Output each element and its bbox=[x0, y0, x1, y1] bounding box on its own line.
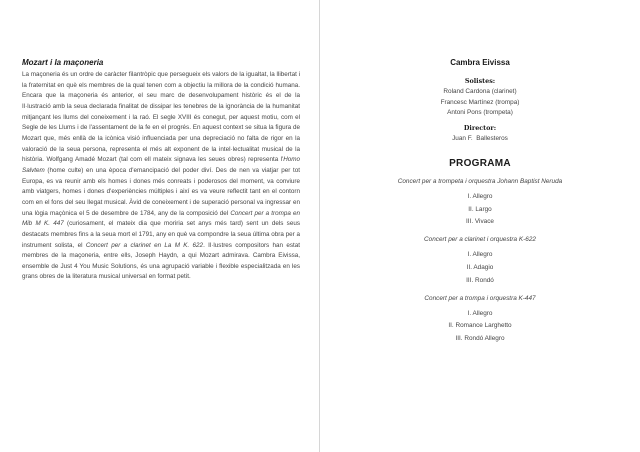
movement: II. Largo bbox=[468, 205, 492, 213]
page-fold-divider bbox=[319, 0, 320, 452]
program-work bbox=[330, 178, 630, 225]
director-name: Juan F. Ballesteros bbox=[452, 135, 508, 143]
essay-run: . Il·lustres compositors han estat membres de la maçoneria, entre ells, Joseph Haydn, a qui Mozart admirava. Cambra Eivissa, ensemble de Just 4 You Music Solutions, és una agrupació variable i flexible especialitzada en les grans obres de la literatura musical universal en format petit. bbox=[22, 241, 300, 281]
work-title: Concert per a trompeta i orquestra Johann Baptist Neruda bbox=[397, 178, 563, 186]
right-page bbox=[330, 58, 630, 353]
movement: I. Allegro bbox=[467, 251, 493, 259]
left-page bbox=[22, 58, 300, 283]
soloist-name: Roland Cardona (clarinet) bbox=[443, 88, 517, 95]
movement: I. Allegro bbox=[467, 193, 493, 201]
work-title: Concert per a clarinet i orquestra K-622 bbox=[424, 236, 536, 244]
essay-run-italic: Concert per a clarinet en La M K. 622 bbox=[85, 241, 204, 249]
soloist-name: Francesc Martínez (trompa) bbox=[440, 98, 520, 106]
soloists-label: Solistes: bbox=[464, 77, 496, 85]
essay-title: Mozart i la maçoneria bbox=[22, 58, 104, 67]
movement: III. Rondó Allegro bbox=[455, 334, 505, 342]
movement: II. Adagio bbox=[466, 263, 494, 271]
essay-run: La maçoneria és un ordre de caràcter filantròpic que persegueix els valors de la igualtat, la llibertat i la fraternitat en què els membres de la qual tenen com a objectiu la millora de la condició humana. Encara que la maçoneria és anterior, el seu marc de desenvolupament històric és el de la Il·lustració amb la seua declarada finalitat de dissipar les tenebres de la ignorància de la humanitat mitjançant les llums del coneixement i la raó. El segle XVIII és conegut, per aquest motiu, com el Segle de les Llums i de l'assentament de la fe en el progrés. En aquest context se situa la figura de Mozart que, més enllà de la icònica visió influenciada per una depreciació no falta de rigor en la valoració de la seua persona, representa el més alt exponent de la intel·lectualitat musical de la història. Wolfgang Amadé Mozart (tal com ell mateix signava les seues obres) representa l' bbox=[22, 71, 300, 164]
essay-run: (home culte) en una època d'emancipació del poder diví. Des de nen va viatjar per tot Europa, es va reunir amb els homes i dones més conreats i poderosos del moment, va conviure amb viatgers, homes i dones d'experiències múltiples i així es va veure reflectit tant en el contorn com en el fons del seu llegat musical. Àvid de coneixement i de superació personal va ingressar en una lògia maçònica el 5 de desembre de 1784, any de la composició del bbox=[22, 166, 300, 217]
program-work bbox=[330, 236, 630, 283]
essay-run-italic: Homo Salvtem bbox=[22, 156, 300, 174]
work-title: Concert per a trompa i orquestra K-447 bbox=[424, 294, 536, 302]
director-label: Director: bbox=[463, 124, 497, 133]
essay-run: (curiosament, el mateix dia que moriria set anys més tard) sent un dels seus destacats membres fins a la seua mort el 1791, any en què va compondre la seua última obra per a instrument solista, el bbox=[22, 220, 300, 249]
movement: III. Rondó bbox=[466, 276, 494, 284]
movement: II. Romance Larghetto bbox=[448, 322, 512, 330]
movement: III. Vivace bbox=[466, 218, 494, 226]
essay-run-italic: Concert per a trompa en Mib M K. 447 bbox=[22, 209, 300, 228]
movement: I. Allegro bbox=[467, 309, 493, 317]
essay-body bbox=[22, 70, 300, 283]
program-work bbox=[330, 295, 630, 342]
ensemble-name: Cambra Eivissa bbox=[450, 58, 510, 67]
soloist-name: Antoni Pons (trompeta) bbox=[447, 109, 513, 117]
program-heading: PROGRAMA bbox=[449, 158, 511, 170]
